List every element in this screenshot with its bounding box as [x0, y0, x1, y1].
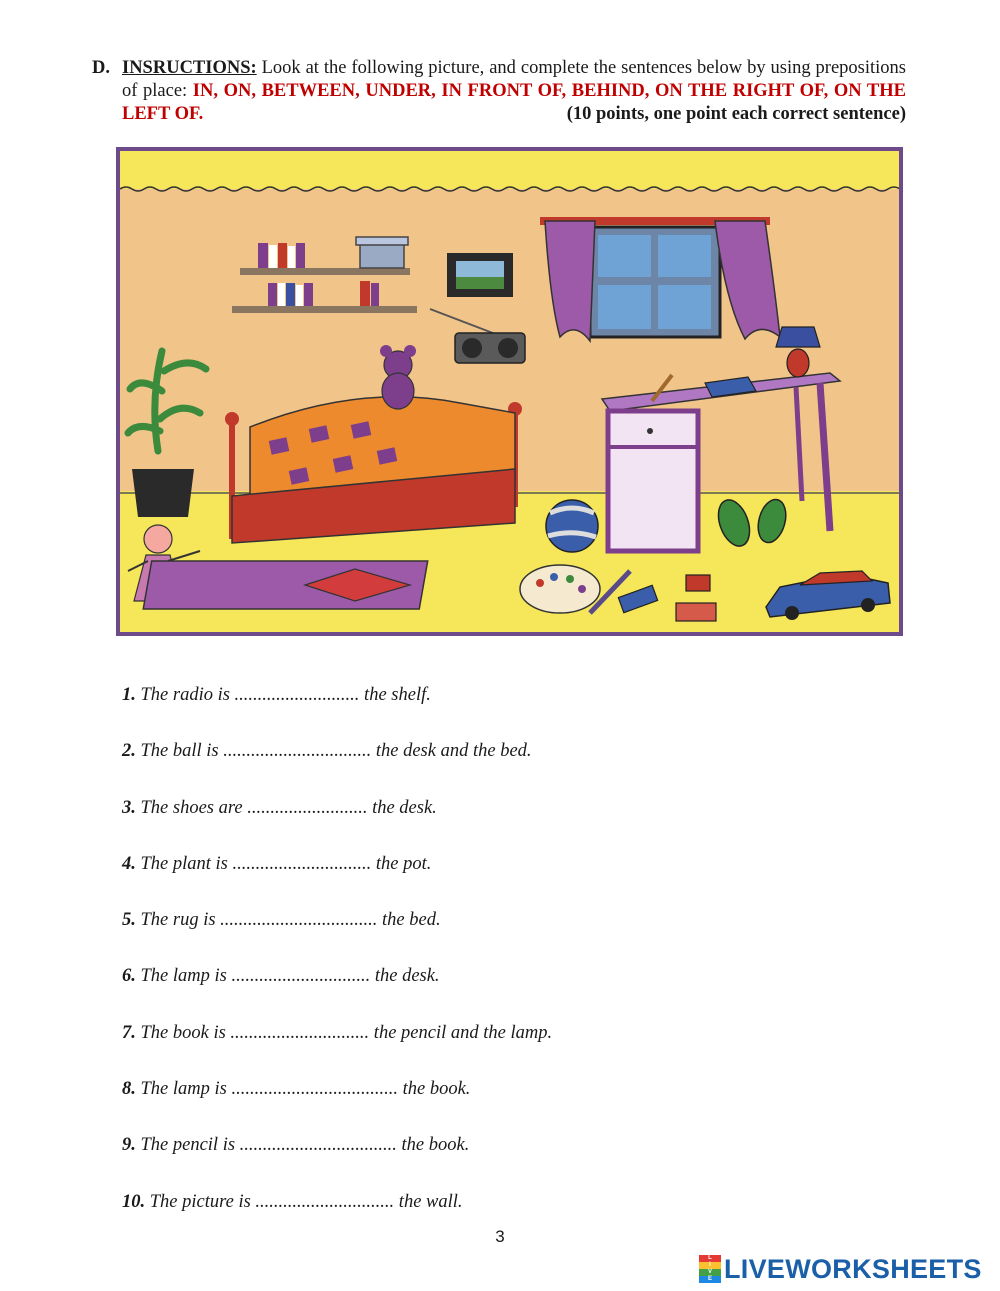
sentence-8: [122, 1078, 552, 1134]
sentence-text: The rug is .................................. the bed.: [140, 910, 441, 931]
page-number: 3: [495, 1227, 505, 1246]
sentence-3: [122, 797, 552, 853]
sentence-text: The picture is .............................. the wall.: [149, 1191, 463, 1212]
sentence-number: 1.: [122, 685, 136, 705]
sentence-number: 6.: [122, 966, 136, 987]
sentence-number: 5.: [122, 910, 136, 931]
sentence-number: 10.: [122, 1191, 146, 1212]
sentence-5: [122, 909, 552, 965]
brand-badge-icon: [699, 1255, 721, 1283]
sentence-number: 9.: [122, 1135, 136, 1156]
liveworksheets-logo[interactable]: [699, 1254, 982, 1284]
bedroom-picture: [116, 147, 903, 636]
brand-name: LIVEWORKSHEETS: [724, 1253, 982, 1284]
sentence-4: [122, 853, 552, 909]
badge-letter: V: [699, 1269, 721, 1276]
sentence-7: [122, 1022, 552, 1078]
ball-icon: [546, 500, 598, 552]
section-letter: D.: [92, 58, 110, 78]
sentence-text: The plant is .............................. the pot.: [140, 853, 432, 874]
instructions: [92, 57, 906, 126]
palette-icon: [520, 565, 600, 613]
sentence-text: The shoes are .......................... the desk.: [140, 797, 437, 818]
sentence-text: The lamp is .............................. the desk.: [140, 966, 440, 987]
sentence-1: [122, 684, 552, 740]
badge-letter: I: [699, 1262, 721, 1269]
instructions-body: [122, 57, 906, 126]
sentence-text: The ball is ................................ the desk and the bed.: [140, 741, 532, 762]
picture-frame-icon: [447, 253, 513, 297]
ceiling-border: [120, 151, 899, 189]
sentence-9: [122, 1134, 552, 1190]
sentence-text: The pencil is .................................. the book.: [140, 1135, 470, 1156]
sentence-2: [122, 740, 552, 796]
sentence-text: The book is .............................. the pencil and the lamp.: [140, 1022, 553, 1043]
window-icon: [590, 227, 720, 337]
sentence-number: 8.: [122, 1079, 136, 1100]
badge-letter: L: [699, 1255, 721, 1262]
bedroom-illustration: [120, 151, 899, 632]
prepositions-list: IN, ON, BETWEEN, UNDER, IN FRONT OF, BEHIND, ON THE RIGHT OF, ON THE LEFT OF.: [122, 81, 906, 124]
sentence-number: 4.: [122, 853, 136, 874]
rug-icon: [143, 561, 427, 609]
sentence-number: 3.: [122, 797, 136, 818]
instructions-text: Look at the following picture, and complete the sentences below by using prepositions of place:: [122, 58, 907, 101]
instructions-heading: INSRUCTIONS:: [122, 58, 257, 78]
box-icon: [356, 237, 408, 268]
badge-letter: E: [699, 1276, 721, 1283]
sentence-6: [122, 965, 552, 1021]
sentence-text: The lamp is .................................... the book.: [140, 1079, 471, 1100]
sentence-number: 2.: [122, 741, 136, 762]
sentence-list: [122, 684, 552, 1247]
points-note: (10 points, one point each correct sentence): [566, 104, 906, 124]
sentence-text: The radio is ........................... the shelf.: [140, 685, 431, 705]
sentence-number: 7.: [122, 1022, 136, 1043]
